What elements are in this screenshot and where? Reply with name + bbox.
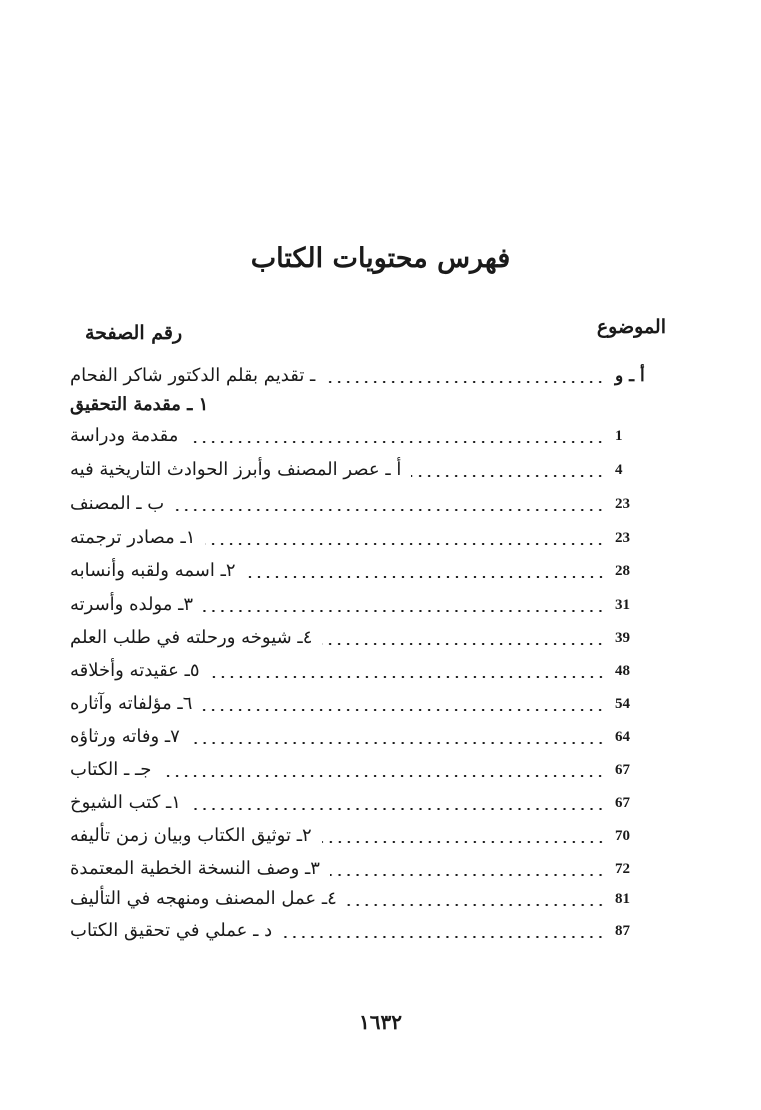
- toc-entry-label: ٧ـ وفاته ورثاؤه: [70, 726, 180, 747]
- toc-section-heading: [70, 390, 655, 420]
- dot-leader: [205, 543, 605, 545]
- toc-entry-page: 31: [615, 597, 630, 613]
- toc-entry-page: 70: [615, 828, 630, 844]
- toc-entry-label: ٤ـ شيوخه ورحلته في طلب العلم: [70, 627, 313, 648]
- toc-entry-label: مقدمة ودراسة: [70, 425, 179, 446]
- dot-leader: [190, 742, 605, 744]
- dot-leader: [202, 709, 605, 711]
- toc-entry-label: جـ ـ الكتاب: [70, 759, 152, 780]
- toc-entry-page: 23: [615, 496, 630, 512]
- toc-entry-label: أ ـ عصر المصنف وأبرز الحوادث التاريخية فيه: [70, 459, 402, 480]
- dot-leader: [191, 808, 605, 810]
- dot-leader: [347, 904, 605, 906]
- toc-entry-label: ١ـ كتب الشيوخ: [70, 792, 181, 813]
- dot-leader: [246, 576, 605, 578]
- toc-entry-page: 64: [615, 729, 630, 745]
- toc-row: [70, 556, 655, 586]
- dot-leader: [174, 509, 605, 511]
- dot-leader: [325, 381, 605, 383]
- toc-entry-page: 39: [615, 630, 630, 646]
- toc-entry-page: 1: [615, 428, 623, 444]
- dot-leader: [322, 643, 605, 645]
- toc-row: [70, 722, 655, 752]
- dot-leader: [322, 841, 605, 843]
- toc-entry-page: 72: [615, 861, 630, 877]
- dot-leader: [282, 936, 605, 938]
- toc-row: [70, 523, 655, 553]
- page-number: ١٦٣٢: [359, 1010, 402, 1034]
- topic-column-header: الموضوع: [596, 316, 666, 338]
- toc-entry-label: ٤ـ عمل المصنف ومنهجه في التأليف: [70, 888, 337, 909]
- toc-row: [70, 455, 655, 485]
- toc-row: [70, 489, 655, 519]
- toc-entry-label: ٢ـ اسمه ولقبه وأنسابه: [70, 560, 236, 581]
- toc-row: [70, 854, 655, 884]
- toc-entry-label: ٦ـ مؤلفاته وآثاره: [70, 693, 193, 714]
- toc-row: [70, 623, 655, 653]
- toc-row: [70, 755, 655, 785]
- toc-entry-page: 67: [615, 762, 630, 778]
- toc-row: [70, 361, 655, 391]
- toc-entry-page: 4: [615, 462, 623, 478]
- toc-entry-page: 28: [615, 563, 630, 579]
- toc-row: [70, 821, 655, 851]
- toc-row: [70, 689, 655, 719]
- toc-entry-page: 81: [615, 891, 630, 907]
- page-title: فهرس محتويات الكتاب: [250, 243, 511, 274]
- toc-entry-label: ٣ـ وصف النسخة الخطية المعتمدة: [70, 858, 320, 879]
- toc-entry-label: ـ تقديم بقلم الدكتور شاكر الفحام: [70, 365, 316, 386]
- toc-row: [70, 788, 655, 818]
- toc-entry-page: 87: [615, 923, 630, 939]
- toc-entry-label: ١ـ مصادر ترجمته: [70, 527, 196, 548]
- dot-leader: [188, 441, 605, 443]
- toc-entry-page: 54: [615, 696, 630, 712]
- toc-row: [70, 916, 655, 946]
- dot-leader: [203, 610, 605, 612]
- dot-leader: [330, 874, 605, 876]
- toc-entry-page: 48: [615, 663, 630, 679]
- toc-row: [70, 884, 655, 914]
- toc-entry-label: ٢ـ توثيق الكتاب وبيان زمن تأليفه: [70, 825, 312, 846]
- toc-row: [70, 656, 655, 686]
- toc-entry-label: ٣ـ مولده وأسرته: [70, 594, 194, 615]
- dot-leader: [411, 475, 605, 477]
- toc-entry-page: 23: [615, 530, 630, 546]
- toc-entry-page: 67: [615, 795, 630, 811]
- page-column-header: رقم الصفحة: [85, 322, 183, 344]
- toc-entry-label: ب ـ المصنف: [70, 493, 165, 514]
- toc-entry-label: ٥ـ عقيدته وأخلاقه: [70, 660, 200, 681]
- dot-leader: [210, 676, 605, 678]
- toc-row: [70, 590, 655, 620]
- toc-entry-label: ١ ـ مقدمة التحقيق: [70, 394, 209, 415]
- dot-leader: [161, 775, 605, 777]
- toc-row: [70, 421, 655, 451]
- toc-entry-page: أ ـ و: [615, 366, 645, 386]
- toc-entry-label: د ـ عملي في تحقيق الكتاب: [70, 920, 273, 941]
